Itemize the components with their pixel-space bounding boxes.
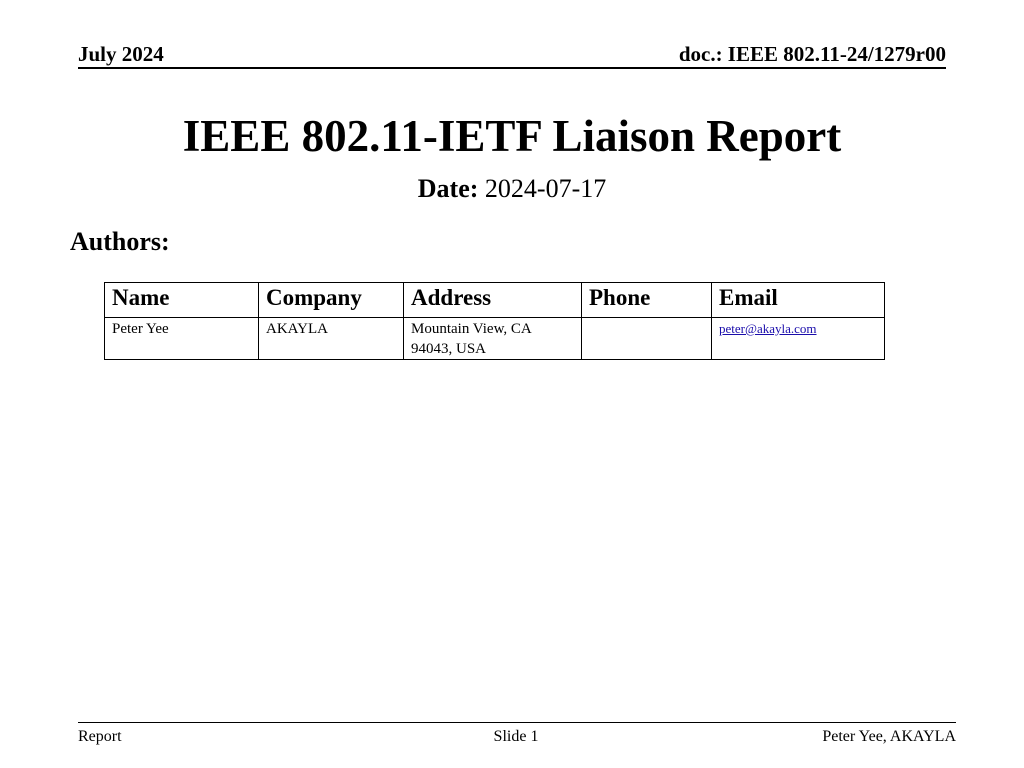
email-link[interactable]: peter@akayla.com <box>719 321 817 336</box>
header-divider <box>78 67 946 69</box>
date-label: Date: <box>417 174 479 203</box>
slide-title: IEEE 802.11-IETF Liaison Report <box>182 111 842 161</box>
column-header-name: Name <box>105 283 259 318</box>
cell-email <box>712 318 885 360</box>
authors-heading: Authors: <box>70 227 170 256</box>
cell-name: Peter Yee <box>105 318 259 360</box>
table-header-row <box>105 283 885 318</box>
address-line-2: 94043, USA <box>411 341 487 357</box>
footer-divider <box>78 722 956 723</box>
authors-table <box>104 282 885 360</box>
date-value: 2024-07-17 <box>484 174 607 203</box>
table-row <box>105 318 885 360</box>
cell-phone <box>582 318 712 360</box>
footer-author: Peter Yee, AKAYLA <box>822 728 956 745</box>
column-header-address: Address <box>404 283 582 318</box>
cell-address <box>404 318 582 360</box>
header-doc-id: doc.: IEEE 802.11-24/1279r00 <box>678 42 946 66</box>
column-header-phone: Phone <box>582 283 712 318</box>
date-line <box>0 174 1024 204</box>
address-line-1: Mountain View, CA <box>411 321 532 337</box>
cell-company: AKAYLA <box>259 318 404 360</box>
header-date: July 2024 <box>78 42 164 66</box>
column-header-company: Company <box>259 283 404 318</box>
footer-label: Report <box>78 728 122 745</box>
column-header-email: Email <box>712 283 885 318</box>
slide-number: Slide 1 <box>493 728 539 745</box>
